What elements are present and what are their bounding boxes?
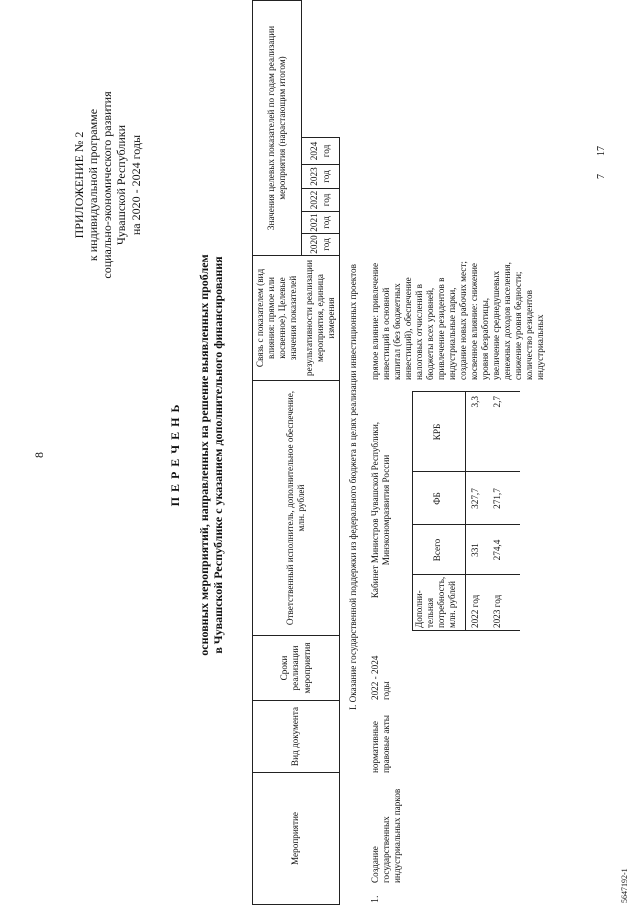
executor: Кабинет Министров Чувашской Республики, Минэкономразвития России <box>370 421 392 599</box>
header-year-2021: 2021 год <box>301 211 340 234</box>
appendix-line3: социально-экономического развития <box>100 91 115 279</box>
fin-row-label: 2022 год <box>470 594 480 628</box>
page-number: 8 <box>32 452 46 458</box>
footer-code: 5647192-1 <box>620 868 629 903</box>
fin-row-fb: 271,7 <box>492 488 502 509</box>
fin-line <box>412 524 520 525</box>
header-target-values: Значения целевых показателей по годам реализации мероприятия (нарастающим итогом) <box>252 0 302 256</box>
header-year-2024: 2024 год <box>301 137 340 165</box>
appendix-line4: Чувашской Республики <box>114 124 129 246</box>
indirect-effect: косвенное влияние: снижение уровня безработицы, увеличение среднедушевых денежных доходов населения, снижение уровня бедности; <box>469 262 524 380</box>
fin-header-total: Всего <box>432 538 442 562</box>
appendix-line5: на 2020 - 2024 годы <box>128 134 143 236</box>
fin-header-fb: ФБ <box>432 492 442 505</box>
appendix-line2: к индивидуальной программе <box>86 108 101 262</box>
header-indicator-link <box>252 255 340 381</box>
header-year-2022: 2022 год <box>301 188 340 212</box>
document-type: нормативные правовые акты <box>370 715 392 773</box>
measure-name: Создание государственных индустриальных парков <box>370 788 403 883</box>
header-document: Вид документа <box>252 700 340 773</box>
title-line2: в Чувашской Республике с указанием дополнительного финансирования <box>211 256 226 654</box>
fin-line <box>412 574 520 575</box>
fin-header-need: Дополни-тельная потребность, млн. рублей <box>414 576 458 628</box>
header-year-2020: 2020 год <box>301 233 340 256</box>
section-title: I. Оказание государственной поддержки из федерального бюджета в целях реализации инвестиционных проектов <box>348 264 358 710</box>
header-indicator-bottom: результативности реализации мероприятия, единица измерения <box>303 259 336 377</box>
fin-line <box>465 392 466 631</box>
fin-row-total: 331 <box>470 543 480 557</box>
header-year-2023: 2023 год <box>301 164 340 189</box>
appendix-block <box>72 65 143 305</box>
fin-header-krb: КРБ <box>432 423 442 441</box>
fin-row-label: 2023 год <box>492 594 502 628</box>
header-executor: Ответственный исполнитель, дополнительное обеспечение, млн. рублей <box>252 380 340 636</box>
value-2023: 7 <box>596 174 607 179</box>
fin-row-fb: 327,7 <box>470 488 480 509</box>
title-heading: П Е Р Е Ч Е Н Ь <box>168 403 182 507</box>
fin-row-krb: 2,7 <box>492 396 502 408</box>
indicator-name: количество резидентов индустриальных <box>524 290 546 380</box>
header-indicator-top: Связь с показателем (вид влияния: прямое или косвенное). Целевые значения показателей <box>255 268 299 368</box>
header-period: Сроки реализации мероприятия <box>252 635 340 701</box>
fin-line <box>412 392 413 631</box>
value-2024: 17 <box>596 146 607 156</box>
fin-line <box>412 471 520 472</box>
appendix-line1: ПРИЛОЖЕНИЕ № 2 <box>72 131 86 239</box>
fin-row-krb: 3,3 <box>470 396 480 408</box>
title-line1: основных мероприятий, направленных на решение выявленных проблем <box>197 254 211 656</box>
fin-line <box>412 391 520 392</box>
indicator-text <box>370 258 547 380</box>
document-title <box>168 185 226 725</box>
row-number: 1. <box>370 895 381 903</box>
direct-effect: прямое влияние: привлечение инвестиций в основной капитал (без бюджетных инвестиций), обеспечение налоговых отчислений в бюджеты всех уровней, привлечение резидентов в индустриальные парки, создание новых рабочих мест; <box>370 261 469 380</box>
period: 2022 - 2024 годы <box>370 655 392 700</box>
header-measure: Мероприятие <box>252 772 340 905</box>
fin-line <box>412 630 520 631</box>
fin-row-total: 274,4 <box>492 539 502 561</box>
